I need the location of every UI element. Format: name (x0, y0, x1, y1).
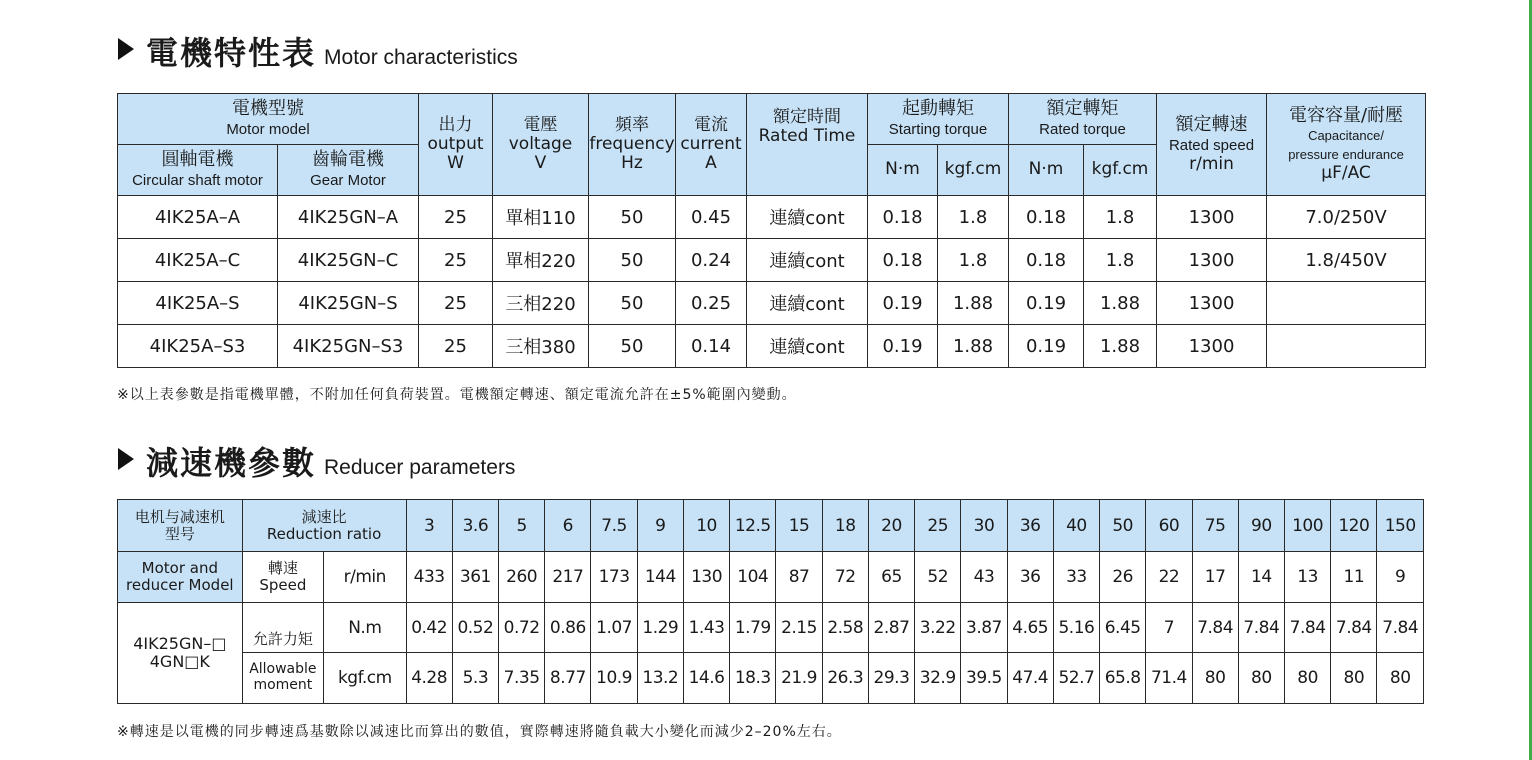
speed-cell: 11 (1331, 552, 1377, 603)
moment-nm-cell: 0.52 (452, 603, 498, 653)
cell-current: 0.45 (676, 196, 747, 239)
cell-voltage: 單相110 (493, 196, 589, 239)
ratio-cell: 100 (1284, 500, 1330, 552)
cell-starting-torque-nm: 0.18 (868, 196, 938, 239)
moment-nm-cell: 2.15 (776, 603, 822, 653)
cell-gear-model: 4IK25GN–A (278, 196, 419, 239)
header-starting-torque-nm: N·m (868, 145, 938, 196)
cell-rated-torque-nm: 0.18 (1009, 196, 1084, 239)
speed-cell: 17 (1192, 552, 1238, 603)
moment-kgfcm-cell: 5.3 (452, 653, 498, 704)
moment-nm-cell: 6.45 (1100, 603, 1146, 653)
cell-starting-torque-kgfcm: 1.88 (938, 282, 1009, 325)
speed-cell: 104 (730, 552, 776, 603)
moment-nm-cell: 7 (1146, 603, 1192, 653)
moment-kgfcm-cell: 47.4 (1007, 653, 1053, 704)
moment-nm-cell: 5.16 (1053, 603, 1099, 653)
moment-kgfcm-cell: 14.6 (683, 653, 729, 704)
speed-cell: 14 (1238, 552, 1284, 603)
cell-voltage: 三相380 (493, 325, 589, 368)
speed-cell: 13 (1284, 552, 1330, 603)
moment-kgfcm-cell: 7.35 (498, 653, 544, 704)
header-rated-speed: 額定轉速 Rated speed r/min (1157, 94, 1267, 196)
ratio-cell: 18 (822, 500, 868, 552)
header-starting-torque-kgfcm: kgf.cm (938, 145, 1009, 196)
cell-capacitance (1267, 325, 1426, 368)
ratio-cell: 150 (1377, 500, 1424, 552)
cell-rated-torque-kgfcm: 1.8 (1084, 239, 1157, 282)
cell-rated-torque-nm: 0.18 (1009, 239, 1084, 282)
header-rated-time: 額定時間 Rated Time (747, 94, 868, 196)
reducer-table-footnote: ※轉速是以電機的同步轉速爲基數除以减速比而算出的數值，實際轉速將隨負載大小變化而減少2–20%左右。 (117, 724, 842, 740)
moment-nm-cell: 4.65 (1007, 603, 1053, 653)
speed-cell: 36 (1007, 552, 1053, 603)
ratio-cell: 50 (1100, 500, 1146, 552)
cell-rated-torque-kgfcm: 1.88 (1084, 282, 1157, 325)
moment-nm-cell: 7.84 (1192, 603, 1238, 653)
header-motor-reducer-model-zh: 电机与减速机 型号 (118, 500, 243, 552)
section-title-zh: 減速機參數 (146, 444, 317, 482)
speed-cell: 87 (776, 552, 822, 603)
moment-kgfcm-cell: 26.3 (822, 653, 868, 704)
label-speed: 轉速 Speed (242, 552, 323, 603)
moment-kgfcm-cell: 80 (1377, 653, 1424, 704)
moment-nm-cell: 3.22 (915, 603, 961, 653)
moment-kgfcm-cell: 71.4 (1146, 653, 1192, 704)
ratio-cell: 120 (1331, 500, 1377, 552)
cell-frequency: 50 (589, 325, 676, 368)
cell-output: 25 (419, 196, 493, 239)
header-motor-reducer-model-en: Motor and reducer Model (118, 552, 243, 603)
label-allowable-moment-en: Allowable moment (242, 653, 323, 704)
moment-kgfcm-cell: 65.8 (1100, 653, 1146, 704)
moment-nm-cell: 7.84 (1238, 603, 1284, 653)
speed-cell: 130 (683, 552, 729, 603)
section-title-en: Motor characteristics (324, 46, 518, 69)
table-row (118, 239, 1426, 282)
cell-starting-torque-nm: 0.18 (868, 239, 938, 282)
cell-frequency: 50 (589, 239, 676, 282)
cell-starting-torque-nm: 0.19 (868, 282, 938, 325)
cell-starting-torque-kgfcm: 1.8 (938, 196, 1009, 239)
label-moment-unit-kgfcm: kgf.cm (324, 653, 406, 704)
cell-capacitance: 1.8/450V (1267, 239, 1426, 282)
cell-frequency: 50 (589, 196, 676, 239)
reducer-parameters-table (117, 499, 1424, 704)
cell-starting-torque-kgfcm: 1.8 (938, 239, 1009, 282)
moment-nm-cell: 1.43 (683, 603, 729, 653)
header-rated-torque-nm: N·m (1009, 145, 1084, 196)
moment-nm-cell: 1.07 (591, 603, 637, 653)
ratio-cell: 5 (498, 500, 544, 552)
cell-rated-torque-nm: 0.19 (1009, 282, 1084, 325)
cell-gear-model: 4IK25GN–S (278, 282, 419, 325)
moment-nm-cell: 0.86 (545, 603, 591, 653)
cell-round-model: 4IK25A–C (118, 239, 278, 282)
section-title-reducer-parameters (118, 438, 515, 484)
cell-voltage: 單相220 (493, 239, 589, 282)
ratio-cell: 15 (776, 500, 822, 552)
motor-table-footnote: ※以上表參數是指電機單體，不附加任何負荷裝置。電機額定轉速、額定電流允許在±5%範圍內變動。 (117, 387, 797, 403)
speed-cell: 217 (545, 552, 591, 603)
section-title-motor-characteristics (118, 28, 518, 74)
moment-kgfcm-cell: 21.9 (776, 653, 822, 704)
cell-output: 25 (419, 325, 493, 368)
header-capacitance: 電容容量/耐壓 Capacitance/ pressure endurance μF/AC (1267, 94, 1426, 196)
moment-nm-cell: 2.87 (868, 603, 914, 653)
moment-nm-cell: 2.58 (822, 603, 868, 653)
cell-current: 0.14 (676, 325, 747, 368)
moment-nm-cell: 1.29 (637, 603, 683, 653)
cell-rated-time: 連續cont (747, 239, 868, 282)
header-circular-shaft-motor: 圓軸電機 Circular shaft motor (118, 145, 278, 196)
ratio-cell: 3 (406, 500, 452, 552)
cell-rated-time: 連續cont (747, 282, 868, 325)
ratio-cell: 60 (1146, 500, 1192, 552)
triangle-bullet-icon (118, 38, 134, 60)
moment-kgfcm-cell: 80 (1331, 653, 1377, 704)
moment-kgfcm-cell: 13.2 (637, 653, 683, 704)
label-allowable-moment-zh: 允許力矩 (242, 603, 323, 653)
cell-voltage: 三相220 (493, 282, 589, 325)
speed-cell: 173 (591, 552, 637, 603)
label-moment-unit-nm: N.m (324, 603, 406, 653)
cell-round-model: 4IK25A–S (118, 282, 278, 325)
cell-rated-torque-nm: 0.19 (1009, 325, 1084, 368)
speed-cell: 361 (452, 552, 498, 603)
moment-kgfcm-cell: 80 (1284, 653, 1330, 704)
cell-output: 25 (419, 282, 493, 325)
table-row (118, 282, 1426, 325)
moment-kgfcm-cell: 80 (1192, 653, 1238, 704)
motor-characteristics-table (117, 93, 1426, 368)
header-rated-torque: 額定轉矩 Rated torque (1009, 94, 1157, 145)
cell-rated-time: 連續cont (747, 325, 868, 368)
cell-rated-torque-kgfcm: 1.88 (1084, 325, 1157, 368)
cell-current: 0.25 (676, 282, 747, 325)
cell-starting-torque-kgfcm: 1.88 (938, 325, 1009, 368)
speed-cell: 52 (915, 552, 961, 603)
cell-starting-torque-nm: 0.19 (868, 325, 938, 368)
speed-cell: 65 (868, 552, 914, 603)
moment-kgfcm-cell: 8.77 (545, 653, 591, 704)
moment-kgfcm-cell: 52.7 (1053, 653, 1099, 704)
header-frequency: 頻率 frequency Hz (589, 94, 676, 196)
cell-gear-model: 4IK25GN–C (278, 239, 419, 282)
cell-rated-torque-kgfcm: 1.8 (1084, 196, 1157, 239)
header-current: 電流 current A (676, 94, 747, 196)
speed-cell: 9 (1377, 552, 1424, 603)
moment-nm-cell: 7.84 (1284, 603, 1330, 653)
header-reduction-ratio: 減速比 Reduction ratio (242, 500, 406, 552)
speed-cell: 144 (637, 552, 683, 603)
label-speed-unit: r/min (324, 552, 406, 603)
ratio-cell: 3.6 (452, 500, 498, 552)
cell-rated-speed: 1300 (1157, 239, 1267, 282)
ratio-cell: 7.5 (591, 500, 637, 552)
header-starting-torque: 起動轉矩 Starting torque (868, 94, 1009, 145)
header-voltage: 電壓 voltage V (493, 94, 589, 196)
ratio-cell: 20 (868, 500, 914, 552)
header-rated-torque-kgfcm: kgf.cm (1084, 145, 1157, 196)
speed-cell: 22 (1146, 552, 1192, 603)
moment-nm-cell: 0.72 (498, 603, 544, 653)
moment-nm-cell: 0.42 (406, 603, 452, 653)
moment-nm-cell: 1.79 (730, 603, 776, 653)
moment-kgfcm-cell: 29.3 (868, 653, 914, 704)
speed-cell: 72 (822, 552, 868, 603)
header-gear-motor: 齒輪電機 Gear Motor (278, 145, 419, 196)
cell-gear-model: 4IK25GN–S3 (278, 325, 419, 368)
ratio-cell: 90 (1238, 500, 1284, 552)
cell-round-model: 4IK25A–A (118, 196, 278, 239)
cell-rated-time: 連續cont (747, 196, 868, 239)
cell-rated-speed: 1300 (1157, 196, 1267, 239)
speed-cell: 43 (961, 552, 1007, 603)
ratio-cell: 9 (637, 500, 683, 552)
speed-cell: 260 (498, 552, 544, 603)
cell-rated-speed: 1300 (1157, 325, 1267, 368)
moment-kgfcm-cell: 10.9 (591, 653, 637, 704)
moment-kgfcm-cell: 4.28 (406, 653, 452, 704)
section-title-zh: 電機特性表 (146, 34, 317, 72)
speed-cell: 433 (406, 552, 452, 603)
ratio-cell: 36 (1007, 500, 1053, 552)
ratio-cell: 10 (683, 500, 729, 552)
moment-kgfcm-cell: 39.5 (961, 653, 1007, 704)
moment-kgfcm-cell: 80 (1238, 653, 1284, 704)
section-title-en: Reducer parameters (324, 456, 516, 479)
table-row (118, 325, 1426, 368)
cell-output: 25 (419, 239, 493, 282)
ratio-cell: 75 (1192, 500, 1238, 552)
ratio-cell: 25 (915, 500, 961, 552)
moment-nm-cell: 7.84 (1377, 603, 1424, 653)
ratio-cell: 12.5 (730, 500, 776, 552)
cell-capacitance: 7.0/250V (1267, 196, 1426, 239)
cell-frequency: 50 (589, 282, 676, 325)
cell-rated-speed: 1300 (1157, 282, 1267, 325)
moment-kgfcm-cell: 18.3 (730, 653, 776, 704)
moment-nm-cell: 3.87 (961, 603, 1007, 653)
cell-model-name: 4IK25GN–□ 4GN□K (118, 603, 243, 704)
moment-kgfcm-cell: 32.9 (915, 653, 961, 704)
speed-cell: 33 (1053, 552, 1099, 603)
ratio-cell: 30 (961, 500, 1007, 552)
speed-cell: 26 (1100, 552, 1146, 603)
table-row (118, 196, 1426, 239)
cell-round-model: 4IK25A–S3 (118, 325, 278, 368)
header-output: 出力 output W (419, 94, 493, 196)
cell-current: 0.24 (676, 239, 747, 282)
moment-nm-cell: 7.84 (1331, 603, 1377, 653)
cell-capacitance (1267, 282, 1426, 325)
header-motor-model: 電機型號 Motor model (118, 94, 419, 145)
triangle-bullet-icon (118, 448, 134, 470)
ratio-cell: 6 (545, 500, 591, 552)
ratio-cell: 40 (1053, 500, 1099, 552)
